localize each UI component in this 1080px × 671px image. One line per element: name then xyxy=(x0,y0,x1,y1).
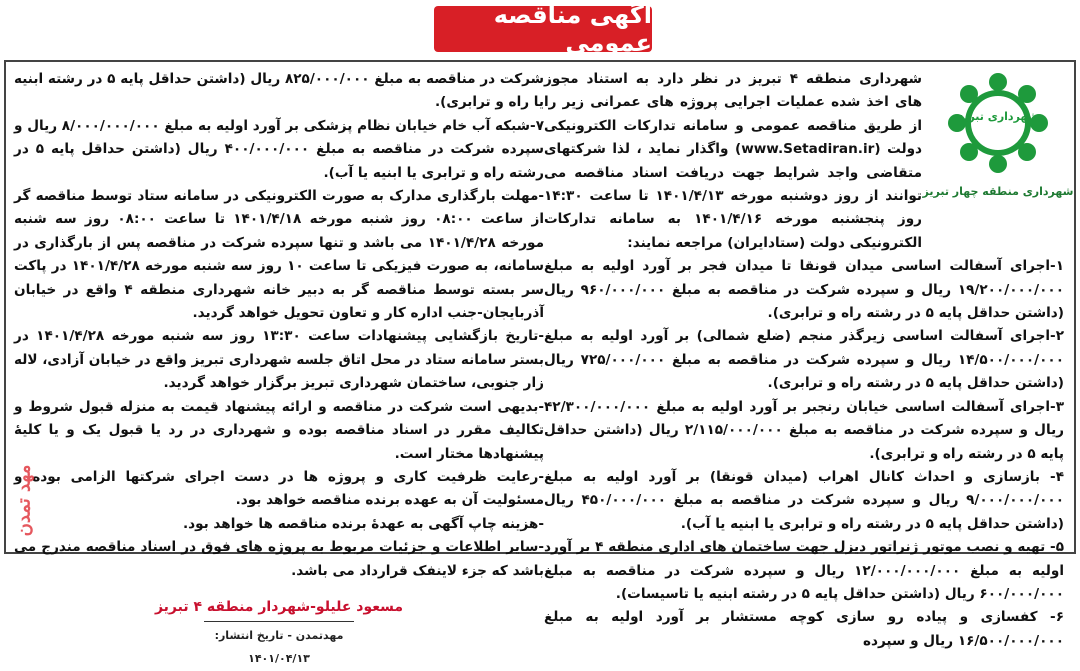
tender-item-6-cont: شرکت در مناقصه به مبلغ ۸۲۵/۰۰۰/۰۰۰ ریال (داشتن حداقل پایه ۵ در رشته ابنیه یا راه و ترابری). xyxy=(14,71,544,111)
tender-item-7: ۷-شبکه آب خام خیابان نظام پزشکی بر آورد اولیه به مبلغ ۸/۰۰۰/۰۰۰/۰۰۰ ریال و سپرده شرکت در مناقصه به مبلغ ۴۰۰/۰۰۰/۰۰۰ ریال (داشتن حداقل پایه ۵ در رشته راه و ترابری یا ابنیه یا آب). xyxy=(14,117,544,181)
municipality-logo-icon xyxy=(943,68,1053,178)
left-column xyxy=(14,68,544,671)
upload-deadline: -مهلت بارگذاری مدارک به صورت الکترونیکی در سامانه ستاد توسط مناقصه گر از ساعت ۰۸:۰۰ روز شنبه مورخه ۱۴۰۱/۴/۱۸ تا ساعت ۰۸:۰۰ روز سه شنبه مورخه ۱۴۰۱/۴/۲۸ می باشد و تنها سپرده شرکت در مناقصه پس از بارگذاری در سامانه، به صورت فیزیکی تا ساعت ۱۰ روز سه شنبه مورخه ۱۴۰۱/۴/۲۸ در پاکت سر بسته توسط مناقصه گر به دبیر خانه شهرداری منطقه ۴ واقع در خیابان آذربایجان-جنب اداره کار و تعاون تحویل خواهد گردید. xyxy=(14,188,544,322)
other-info-note: -سایر اطلاعات و جزئیات مربوط به پروژه های فوق در اسناد مناقصه مندرج می باشد که جزء لاینفک قرارداد می باشد. xyxy=(14,539,544,579)
intro-text: شهرداری منطقه ۴ تبریز در نظر دارد به استناد مجوز های اخذ شده عملیات اجرایی پروژه های عمرانی زیر را از طریق مناقصه عمومی و سامانه تدارکات الکترونیکی دولت (www.Setadiran.ir) واگذار نماید ، لذا شرکتهای متقاضی واجد شرایط جهت دریافت اسناد مناقصه می توانند از روز دوشنبه مورخه ۱۴۰۱/۴/۱۳ تا ساعت ۱۴:۳۰ روز پنجشنبه مورخه ۱۴۰۱/۴/۱۶ به سامانه تدارکات الکترونیکی دولت (ستادایران) مراجعه نمایند: xyxy=(544,71,923,251)
municipality-logo xyxy=(922,68,1074,200)
tender-item-4: ۴- بازسازی و احداث کانال اهراب (میدان قونقا) بر آورد اولیه به مبلغ ۹/۰۰۰/۰۰۰/۰۰۰ ریال و سپرده شرکت در مناقصه به مبلغ ۴۵۰/۰۰۰/۰۰۰ ریال (داشتن حداقل پایه ۵ در رشته راه و ترابری یا ابنیه یا آب). xyxy=(544,468,1064,532)
tender-item-6: ۶- کفسازی و پیاده رو سازی کوچه مستشار بر آورد اولیه به مبلغ ۱۶/۵۰۰/۰۰۰/۰۰۰ ریال و سپرده xyxy=(544,609,1064,649)
opening-date: -تاریخ بازگشایی پیشنهادات ساعت ۱۳:۳۰ روز سه شنبه مورخه ۱۴۰۱/۴/۲۸ در بستر سامانه ستاد در محل اتاق جلسه شهرداری تبریز واقع در خیابان آزادی، لاله زار جنوبی، ساختمان شهرداری تبریز برگزار خواهد گردید. xyxy=(14,328,544,392)
signature: مسعود علیلو-شهردار منطقه ۴ تبریز xyxy=(154,598,404,615)
ad-title-banner xyxy=(434,1,652,57)
right-column xyxy=(544,68,1074,653)
logo-name: شهرداری تبریز xyxy=(957,110,1039,123)
terms-note: -بدیهی است شرکت در مناقصه و ارائه پیشنهاد قیمت به منزله قبول شروط و تکالیف مقرر در اسناد مناقصه بوده و شهرداری در رد یا قبول یک و یا کلیهٔ پیشنهادها مختار است. xyxy=(14,398,544,462)
logo-caption: شهرداری منطقه چهار تبریز xyxy=(922,185,1074,198)
print-cost-note: -هزینه چاپ آگهی به عهدهٔ برنده مناقصه ها خواهد بود. xyxy=(182,515,544,532)
capacity-note: -رعایت ظرفیت کاری و پروژه ها در دست اجرای شرکتها الزامی بوده و مسئولیت آن به عهده برنده مناقصه خواهد بود. xyxy=(14,468,544,509)
publication-info: مهدتمدن - تاریخ انتشار: ۱۴۰۱/۰۴/۱۳ xyxy=(204,621,354,671)
watermark-text: مهد تمدن xyxy=(13,464,35,536)
tender-item-2: ۲-اجرای آسفالت اساسی زیرگذر منجم (ضلع شمالی) بر آورد اولیه به مبلغ ۱۴/۵۰۰/۰۰۰/۰۰۰ ریال و سپرده شرکت در مناقصه به مبلغ ۷۲۵/۰۰۰/۰۰۰ ریال (داشتن حداقل پایه ۵ در رشته راه و ترابری). xyxy=(544,328,1064,392)
newspaper-watermark xyxy=(4,450,44,550)
ad-title: آگهی مناقصه عمومی xyxy=(493,1,652,57)
tender-item-1: ۱-اجرای آسفالت اساسی میدان قونقا تا میدان فجر بر آورد اولیه به مبلغ ۱۹/۲۰۰/۰۰۰/۰۰۰ ریال و سپرده شرکت در مناقصه به مبلغ ۹۶۰/۰۰۰/۰۰۰ ریال (داشتن حداقل پایه ۵ در رشته راه و ترابری). xyxy=(544,258,1064,322)
tender-item-5: ۵- تهیه و نصب موتور ژنراتور دیزل جهت ساختمان های اداری منطقه ۴ بر آورد اولیه به مبلغ ۱۲/۰۰۰/۰۰۰/۰۰۰ ریال و سپرده شرکت در مناقصه به مبلغ ۶۰۰/۰۰۰/۰۰۰ ریال (داشتن حداقل پایه ۵ در رشته ابنیه یا تاسیسات). xyxy=(544,539,1065,602)
intro-block xyxy=(544,68,1074,255)
ad-frame xyxy=(4,60,1076,666)
tender-item-3: ۳-اجرای آسفالت اساسی خیابان رنجبر بر آورد اولیه به مبلغ ۴۲/۳۰۰/۰۰۰/۰۰۰ ریال و سپرده شرکت در مناقصه به مبلغ ۲/۱۱۵/۰۰۰/۰۰۰ ریال (داشتن حداقل پایه ۵ در رشته راه و ترابری). xyxy=(544,398,1064,462)
